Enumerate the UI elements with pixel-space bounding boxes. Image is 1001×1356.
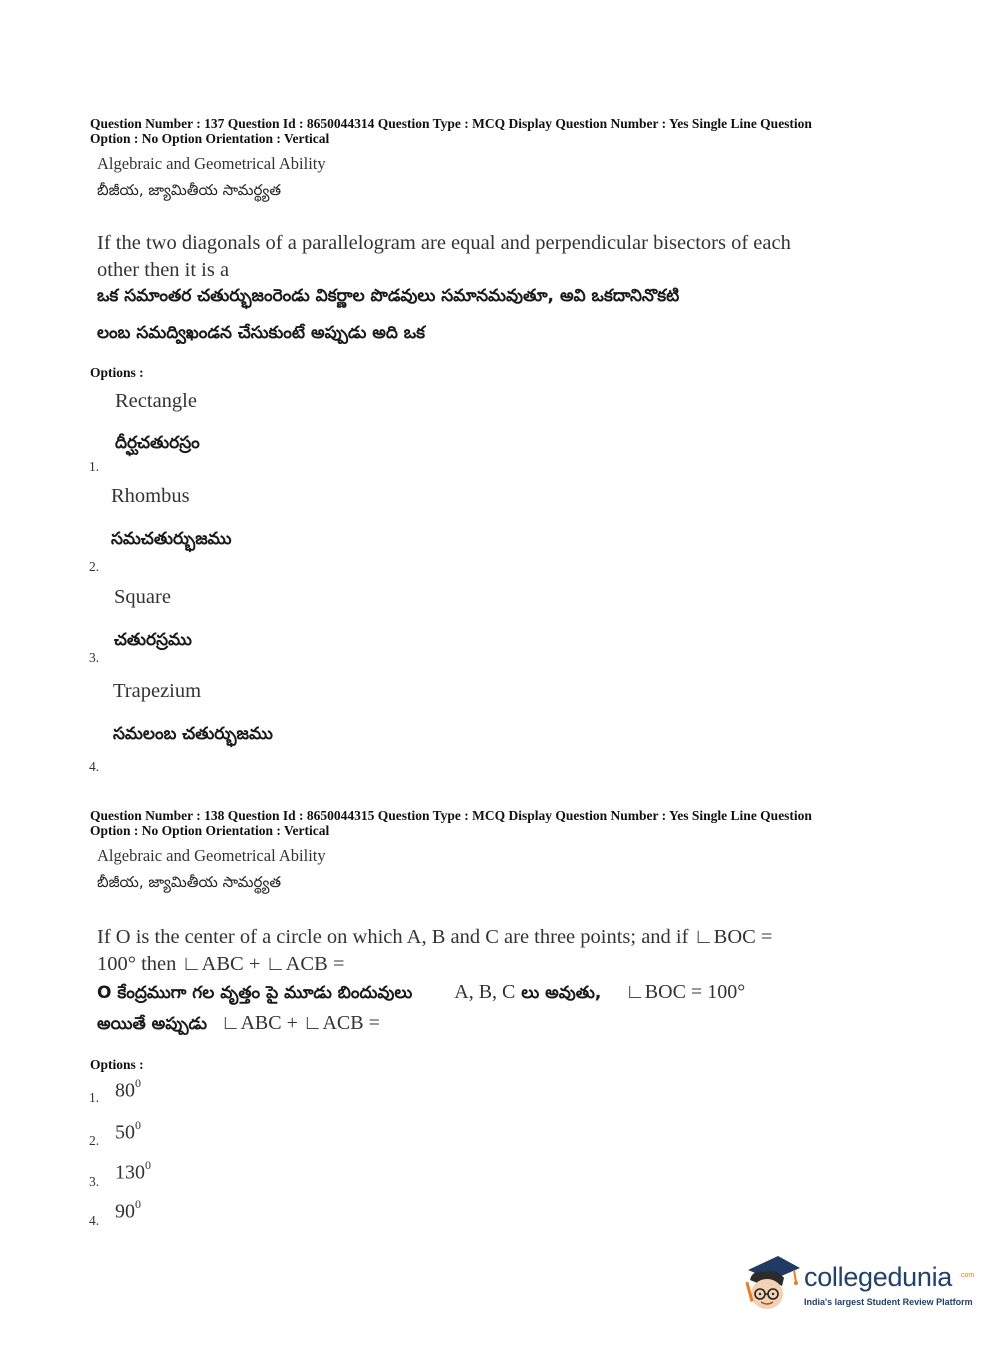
option-number: 1. bbox=[89, 1090, 100, 1105]
option-number: 2. bbox=[89, 559, 100, 574]
question-text-line-1: If the two diagonals of a parallelogram are equal and perpendicular bisectors of each bbox=[97, 232, 791, 254]
subject-english: Algebraic and Geometrical Ability bbox=[97, 154, 326, 173]
option-number: 3. bbox=[89, 650, 100, 665]
option-text-telugu: సమలంబ చతుర్భుజము bbox=[113, 724, 273, 744]
option-text-english: Square bbox=[114, 586, 171, 608]
option-number: 4. bbox=[89, 1213, 100, 1228]
brand-name: collegedunia bbox=[804, 1262, 953, 1292]
question-text-line-1: If O is the center of a circle on which A, B and C are three points; and if ∟BOC = bbox=[97, 926, 773, 948]
question-text-telugu-line-1 bbox=[97, 981, 745, 1007]
subject-english: Algebraic and Geometrical Ability bbox=[97, 846, 326, 865]
options-label: Options : bbox=[90, 1057, 144, 1072]
math-points: A, B, C bbox=[454, 981, 516, 1003]
question-meta-line-2: Option : No Option Orientation : Vertical bbox=[90, 131, 330, 146]
telugu-text: O కేంద్రముగా గల వృత్తం పై మూడు బిందువులు bbox=[97, 983, 413, 1003]
math-expression: ∟ABC + ∟ACB = bbox=[220, 1012, 380, 1034]
telugu-text: అయితే అప్పుడు bbox=[97, 1014, 207, 1034]
brand-domain-suffix: .com bbox=[959, 1272, 975, 1279]
question-text-line-2: other then it is a bbox=[97, 259, 230, 281]
subject-telugu: బీజీయ, జ్యామితీయ సామర్థ్యత bbox=[97, 181, 282, 199]
math-angle: ∟BOC = 100° bbox=[625, 981, 746, 1003]
option-text-telugu: దీర్ఘచతురస్రం bbox=[115, 433, 200, 453]
option-text-english: Rectangle bbox=[115, 390, 197, 412]
question-text-telugu-line-1: ఒక సమాంతర చతుర్భుజంరెండు వికర్ణాల పొడవులు సమానమవుతూ, అవి ఒకదానినొకటి bbox=[97, 286, 680, 306]
collegedunia-logo[interactable] bbox=[742, 1250, 975, 1320]
question-meta bbox=[90, 808, 910, 838]
option-value: $130^0$ bbox=[115, 1158, 151, 1184]
question-meta-line-2: Option : No Option Orientation : Vertical bbox=[90, 823, 330, 838]
option-number: 2. bbox=[89, 1133, 100, 1148]
option-text-telugu: సమచతుర్భుజము bbox=[111, 529, 232, 549]
mascot-icon bbox=[742, 1250, 802, 1320]
subject-telugu: బీజీయ, జ్యామితీయ సామర్థ్యత bbox=[97, 873, 282, 891]
question-meta-line-1: Question Number : 137 Question Id : 8650044314 Question Type : MCQ Display Question Number : Yes Single Line Question bbox=[90, 116, 812, 131]
option-number: 1. bbox=[89, 459, 100, 474]
question-meta-line-1: Question Number : 138 Question Id : 8650044315 Question Type : MCQ Display Question Number : Yes Single Line Question bbox=[90, 808, 812, 823]
options-label: Options : bbox=[90, 365, 144, 380]
option-number: 3. bbox=[89, 1174, 100, 1189]
question-text-line-2: 100° then ∟ABC + ∟ACB = bbox=[97, 953, 345, 975]
option-value: $80^0$ bbox=[115, 1076, 141, 1102]
option-text-telugu: చతురస్రము bbox=[114, 630, 192, 650]
option-value: $90^0$ bbox=[115, 1197, 141, 1223]
question-text-english bbox=[97, 924, 887, 978]
option-number: 4. bbox=[89, 759, 100, 774]
question-text-telugu-line-2: లంబ సమద్విఖండన చేసుకుంటే అప్పుడు అది ఒక bbox=[97, 323, 426, 343]
question-text-english bbox=[97, 230, 887, 284]
option-text-english: Rhombus bbox=[111, 485, 190, 507]
question-meta bbox=[90, 116, 910, 146]
telugu-text: లు అవుతు, bbox=[521, 983, 602, 1003]
question-text-telugu-line-2 bbox=[97, 1012, 380, 1038]
option-text-english: Trapezium bbox=[113, 680, 202, 702]
option-value: $50^0$ bbox=[115, 1118, 141, 1144]
brand-tagline: India's largest Student Review Platform bbox=[804, 1297, 973, 1307]
